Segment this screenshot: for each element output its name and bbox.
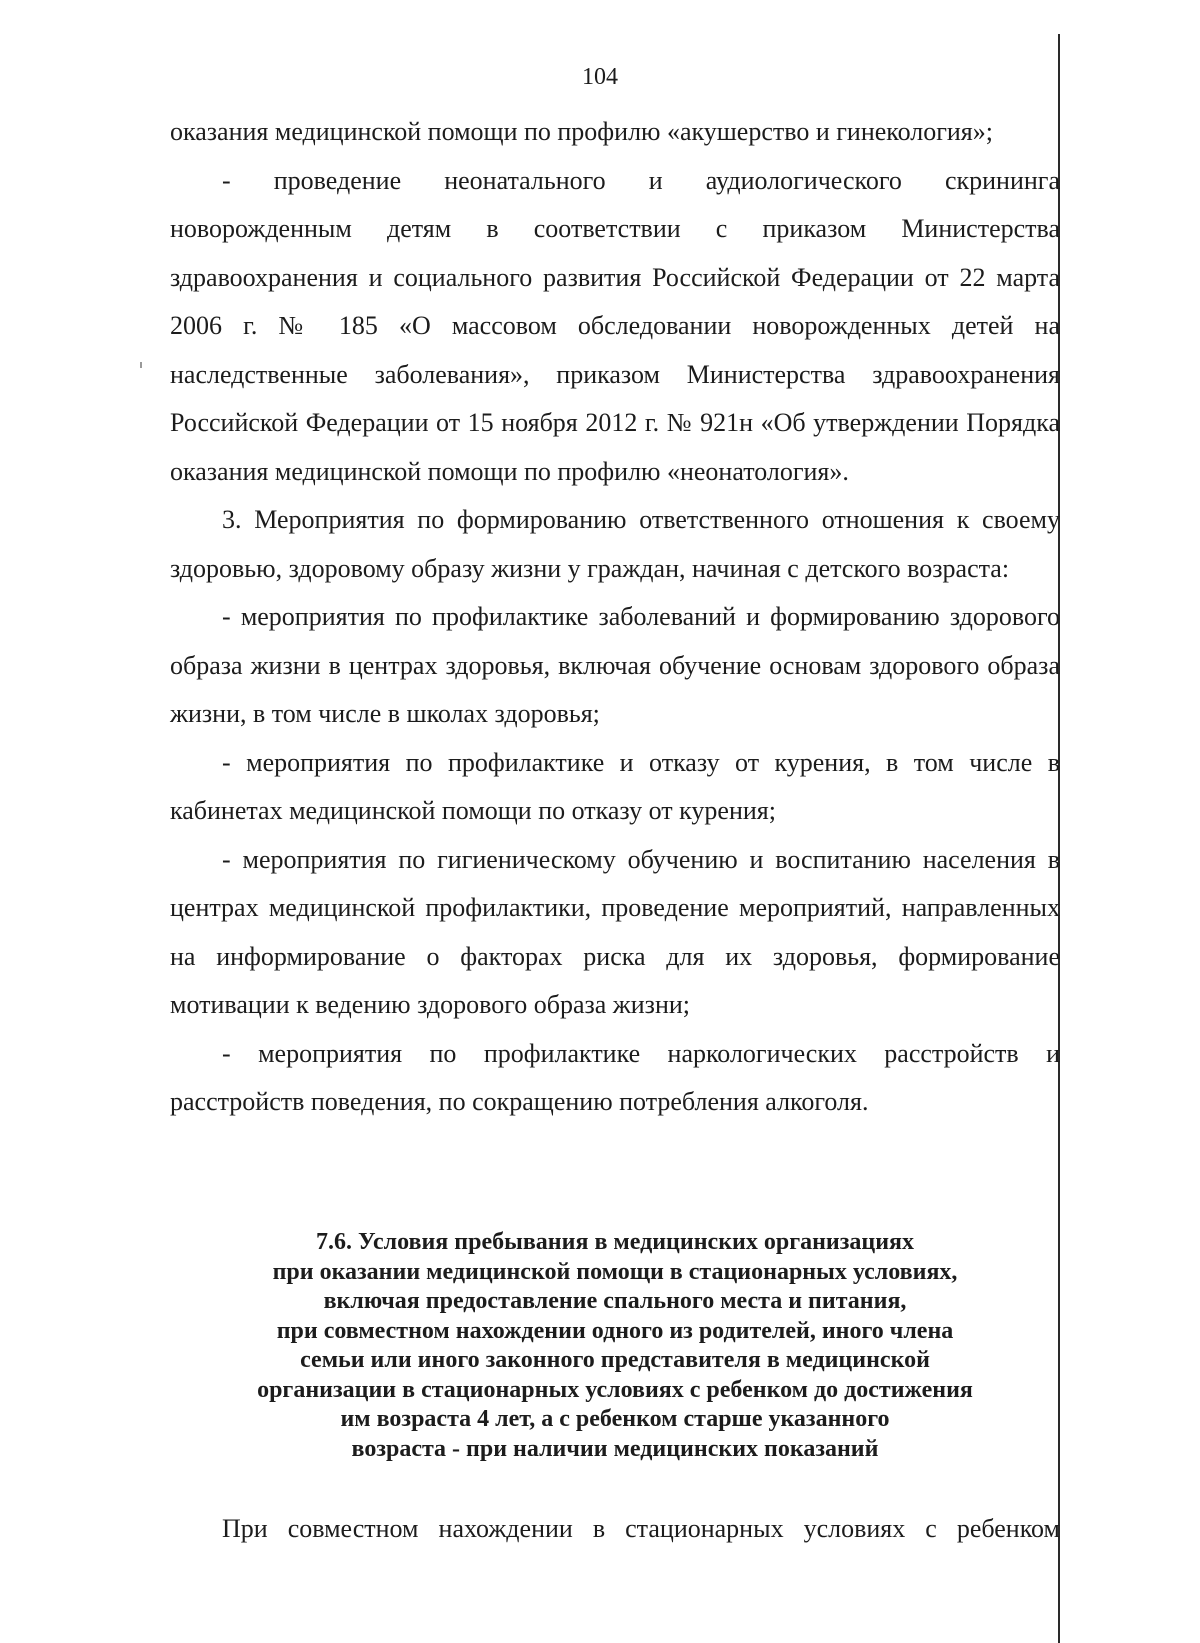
paragraph-item-3: 3. Мероприятия по формированию ответственного отношения к своему здоровью, здоровому образу жизни у граждан, начиная с детского возраста: bbox=[170, 505, 1060, 583]
heading-line: возраста - при наличии медицинских показаний bbox=[351, 1435, 879, 1462]
heading-line: при оказании медицинской помощи в стационарных условиях, bbox=[272, 1258, 958, 1285]
paragraph-neonatal-screening: - проведение неонатального и аудиологического скрининга новорожденным детям в соответствии с приказом Министерства здравоохранения и социального развития Российской Федерации от 22 марта 2006 г. № 185 «О массовом обследовании новорожденных детей на наследственные заболевания», приказом Министерства здравоохранения Российской Федерации от 15 ноября 2012 г. № 921н «Об утверждении Порядка оказания медицинской помощи по профилю «неонатология». bbox=[170, 165, 1060, 486]
paragraph-continuation: оказания медицинской помощи по профилю «акушерство и гинекология»; bbox=[170, 117, 993, 146]
paragraph-health-centers: - мероприятия по профилактике заболеваний и формированию здорового образа жизни в центрах здоровья, включая обучение основам здорового образа жизни, в том числе в школах здоровья; bbox=[170, 602, 1060, 728]
heading-line: им возраста 4 лет, а с ребенком старше указанного bbox=[340, 1406, 890, 1432]
heading-line: семьи или иного законного представителя в медицинской bbox=[300, 1347, 930, 1373]
paragraph-smoking: - мероприятия по профилактике и отказу от курения, в том числе в кабинетах медицинской помощи по отказу от курения; bbox=[170, 747, 1060, 825]
page-number: 104 bbox=[582, 64, 618, 90]
heading-line: включая предоставление спального места и питания, bbox=[323, 1288, 907, 1314]
body-text bbox=[170, 108, 1060, 1127]
section-heading-7-6 bbox=[170, 1228, 1060, 1464]
heading-line: организации в стационарных условиях с ребенком до достижения bbox=[257, 1376, 973, 1403]
paragraph-closing: При совместном нахождении в стационарных условиях с ребенком bbox=[222, 1514, 1060, 1543]
scan-speck bbox=[140, 362, 142, 368]
heading-line: при совместном нахождении одного из родителей, иного члена bbox=[276, 1317, 954, 1344]
paragraph-narcology: - мероприятия по профилактике наркологических расстройств и расстройств поведения, по сокращению потребления алкоголя. bbox=[170, 1038, 1060, 1116]
heading-line: 7.6. Условия пребывания в медицинских организациях bbox=[315, 1229, 915, 1255]
paragraph-hygiene-education: - мероприятия по гигиеническому обучению и воспитанию населения в центрах медицинской профилактики, проведение мероприятий, направленных на информирование о факторах риска для их здоровья, формирование мотивации к ведению здорового образа жизни; bbox=[170, 844, 1060, 1019]
